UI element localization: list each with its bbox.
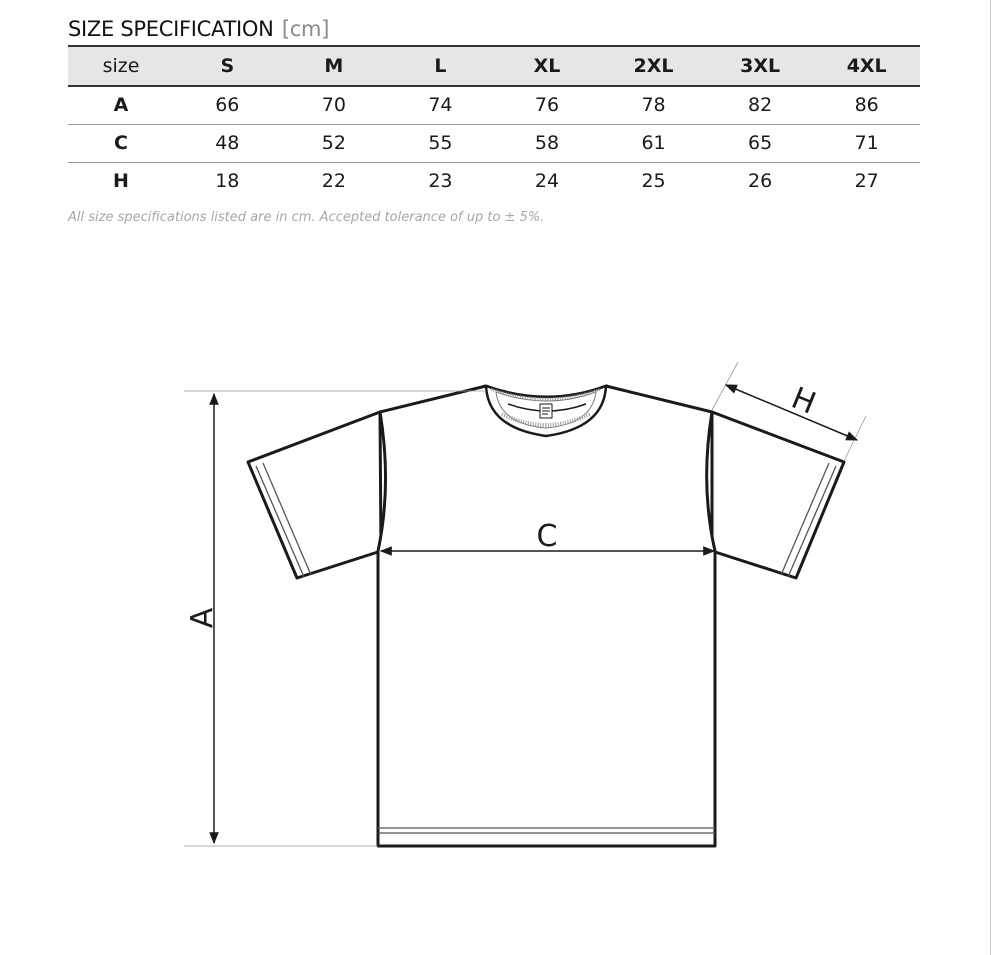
table-cell: 25 [600, 162, 707, 200]
table-cell: 27 [813, 162, 920, 200]
table-cell: 22 [281, 162, 388, 200]
table-cell: 65 [707, 124, 814, 162]
table-cell: 82 [748, 94, 773, 117]
tolerance-footnote: All size specifications listed are in cm. Accepted tolerance of up to ± 5%. [68, 210, 545, 225]
table-cell: 74 [428, 94, 453, 117]
table-cell: 66 [215, 94, 240, 117]
dimension-a-label: A [185, 607, 220, 629]
title-text: SIZE SPECIFICATION [68, 17, 274, 41]
table-cell: 58 [494, 124, 601, 162]
row-label: A [113, 94, 129, 117]
table-cell: 78 [641, 94, 666, 117]
table-cell: 18 [174, 162, 281, 200]
table-cell: 61 [600, 124, 707, 162]
table-cell: 71 [813, 124, 920, 162]
row-label: C [68, 124, 174, 162]
header-cell-4xl: 4XL [813, 46, 920, 86]
table-cell: 55 [387, 124, 494, 162]
header-cell-xl: XL [494, 46, 601, 86]
header-cell-s: S [174, 46, 281, 86]
dimension-h-guide-1 [712, 362, 738, 410]
header-cell-3xl: 3XL [707, 46, 814, 86]
right-sleeve [712, 412, 844, 578]
tshirt-body [378, 386, 715, 846]
title-unit: [cm] [281, 17, 330, 41]
table-cell: 70 [321, 94, 346, 117]
table-cell: 52 [281, 124, 388, 162]
header-cell-size: size [68, 46, 174, 86]
dimension-h-label: H [786, 380, 821, 422]
table-cell: 86 [854, 94, 879, 117]
table-cell: 76 [534, 94, 560, 117]
header-cell-m: M [281, 46, 388, 86]
tshirt-outline [248, 386, 844, 846]
table-cell: 24 [494, 162, 601, 200]
header-cell-2xl: 2XL [600, 46, 707, 86]
dimension-c-label: C [536, 519, 558, 554]
table-cell: 48 [174, 124, 281, 162]
header-cell-l: L [387, 46, 494, 86]
row-label: H [68, 162, 174, 200]
table-cell: 23 [387, 162, 494, 200]
table-cell: 26 [707, 162, 814, 200]
